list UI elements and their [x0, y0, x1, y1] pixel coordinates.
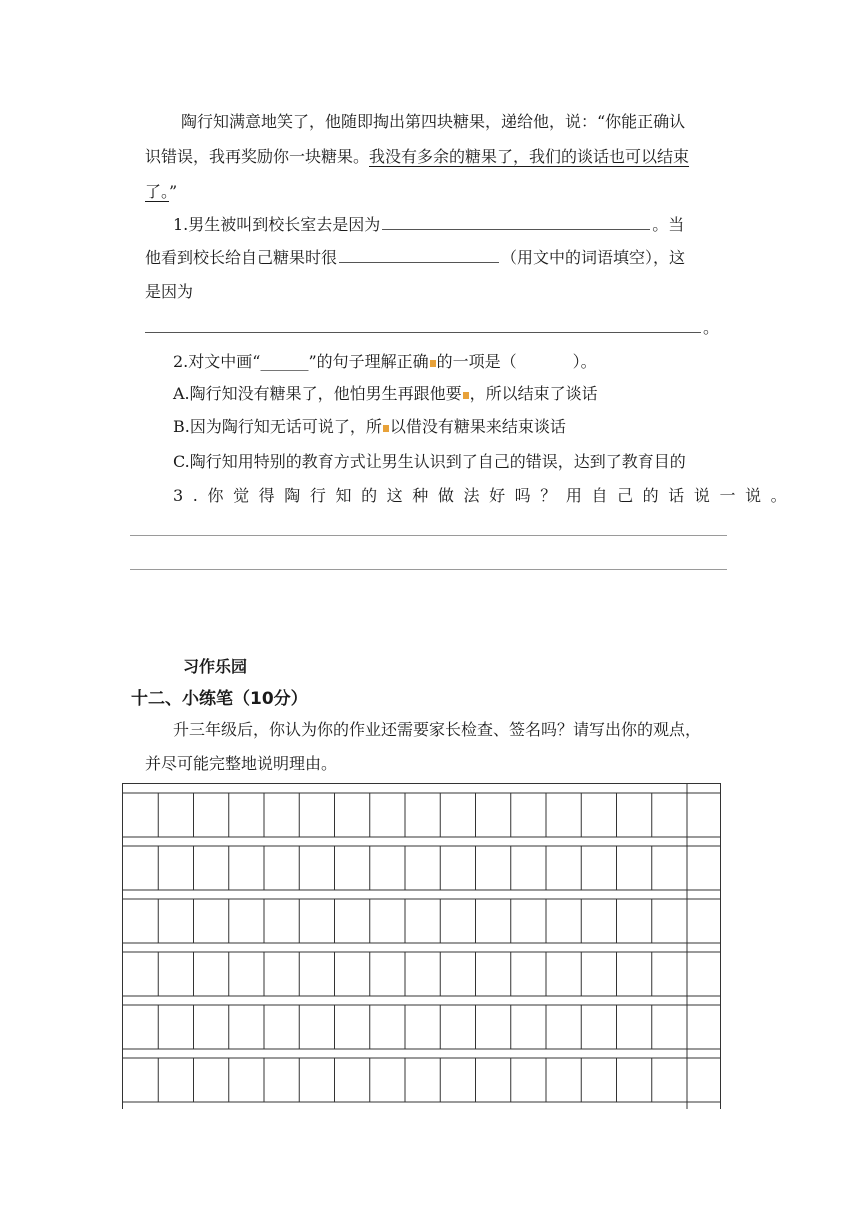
- q1-line-2: [145, 246, 685, 270]
- section-label-text: 习作乐园: [183, 657, 248, 676]
- q1-text-2: 他看到校长给自己糖果时很: [145, 248, 338, 267]
- q1-text-2-end: （用文中的词语填空），这: [501, 248, 686, 267]
- section-title-text: 十二、小练笔（10分）: [131, 689, 308, 709]
- q2-option-a[interactable]: [173, 382, 598, 406]
- passage-line-3-quote: ”: [169, 182, 178, 201]
- q2-option-a-text-2: ，所以结束了谈话: [469, 384, 598, 403]
- q1-line-3: [145, 280, 193, 304]
- q1-answer-blank-2[interactable]: [339, 246, 499, 263]
- passage-line-2: [145, 145, 689, 169]
- underlined-sentence-part-2: 了。: [145, 182, 170, 201]
- q2-stem-a: 2.对文中画“: [173, 352, 261, 371]
- writing-prompt-text-2: 并尽可能完整地说明理由。: [145, 754, 338, 773]
- writing-prompt-text-1: 升三年级后，你认为你的作业还需要家长检查、签名吗？请写出你的观点，: [173, 720, 702, 739]
- q2-option-b[interactable]: [173, 415, 566, 439]
- writing-grid[interactable]: [122, 779, 722, 1109]
- q1-answer-blank-3[interactable]: [145, 316, 701, 333]
- q2-option-c[interactable]: [173, 450, 686, 474]
- q2-stem-blank: ______: [260, 352, 309, 371]
- q1-answer-blank-1[interactable]: [382, 213, 650, 230]
- writing-prompt-line-2: [145, 752, 337, 776]
- writing-prompt-line-1: [173, 718, 701, 742]
- highlight-mark-icon: [430, 360, 436, 367]
- highlight-mark-icon: [383, 425, 389, 432]
- q2-stem-d: ）。: [572, 352, 597, 371]
- passage-line-3: [145, 180, 177, 204]
- q2-option-b-text-2: 以借没有糖果来结束谈话: [389, 417, 566, 436]
- q1-text-1-end: 。当: [652, 215, 685, 234]
- q2-option-b-text-1: B.因为陶行知无话可说了，所: [173, 417, 382, 436]
- q2-stem: [173, 350, 597, 374]
- q1-text-1: 1.男生被叫到校长室去是因为: [173, 215, 381, 234]
- underlined-sentence-part-1: 我没有多余的糖果了，我们的谈话也可以结束: [369, 147, 690, 166]
- q1-text-3: 是因为: [145, 282, 194, 301]
- grid-border: [123, 784, 721, 1110]
- q2-option-a-text-1: A.陶行知没有糖果了，他怕男生再跟他要: [173, 384, 462, 403]
- q3-text: 3.你觉得陶行知的这种做法好吗？用自己的话说一说。: [173, 486, 797, 505]
- section-title: [131, 687, 308, 711]
- passage-line-1: [181, 110, 685, 134]
- passage-line-1-text: 陶行知满意地笑了，他随即掏出第四块糖果，递给他，说：“你能正确认: [181, 112, 686, 131]
- q3-answer-line-1[interactable]: [130, 535, 727, 536]
- q2-option-c-text: C.陶行知用特别的教育方式让男生认识到了自己的错误，达到了教育目的: [173, 452, 686, 471]
- highlight-mark-icon: [463, 392, 469, 399]
- q1-line-4: [145, 316, 719, 340]
- q1-text-4-end: 。: [703, 318, 720, 337]
- q3-answer-line-2[interactable]: [130, 569, 727, 570]
- q3-line: [173, 484, 796, 508]
- section-label: [183, 655, 247, 679]
- passage-line-2-plain: 识错误，我再奖励你一块糖果。: [145, 147, 370, 166]
- q1-line-1: [173, 213, 684, 237]
- q2-stem-c: 的一项是（: [436, 352, 517, 371]
- q2-stem-b: ”的句子理解正确: [308, 352, 429, 371]
